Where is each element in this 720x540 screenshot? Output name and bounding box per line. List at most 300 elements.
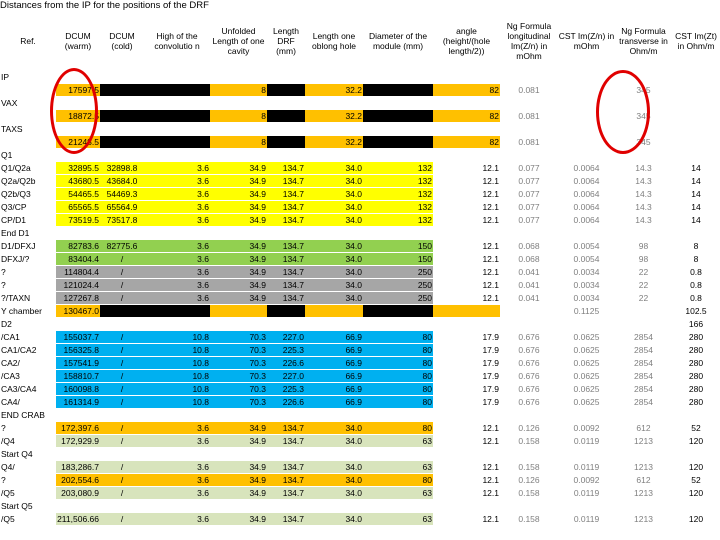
table-cell-warm: 183,286.7 bbox=[56, 461, 100, 474]
highlight-ellipse-ng-trans bbox=[596, 70, 650, 154]
table-cell-cold: / bbox=[100, 396, 144, 409]
table-cell-ref: Q1/Q2a bbox=[0, 162, 56, 175]
table-cell-warm: 172,929.9 bbox=[56, 435, 100, 448]
table-cell-cold bbox=[100, 305, 144, 318]
table-cell-obl: 32.2 bbox=[305, 110, 363, 123]
table-cell-high bbox=[144, 110, 210, 123]
table-cell-ngl: 0.158 bbox=[500, 513, 558, 526]
table-row bbox=[0, 279, 720, 292]
table-cell-len: 227.0 bbox=[267, 370, 305, 383]
table-cell-ngl: 0.676 bbox=[500, 383, 558, 396]
table-cell-high: 3.6 bbox=[144, 266, 210, 279]
table-cell-high: 3.6 bbox=[144, 188, 210, 201]
table-cell-unf: 8 bbox=[210, 136, 267, 149]
table-cell-ngl bbox=[500, 318, 558, 331]
table-cell-cstt: 52 bbox=[672, 474, 720, 487]
table-cell-obl bbox=[305, 409, 363, 422]
table-cell-warm: 203,080.9 bbox=[56, 487, 100, 500]
table-cell-cold: / bbox=[100, 357, 144, 370]
table-cell-ref: END CRAB bbox=[0, 409, 56, 422]
table-cell-ngt: 1213 bbox=[615, 513, 672, 526]
table-cell-warm: 73519.5 bbox=[56, 214, 100, 227]
table-cell-ang bbox=[433, 448, 500, 461]
table-cell-unf bbox=[210, 500, 267, 513]
table-cell-len: 134.7 bbox=[267, 162, 305, 175]
table-cell-cstl: 0.0064 bbox=[558, 201, 615, 214]
table-cell-high bbox=[144, 227, 210, 240]
table-cell-ang: 12.1 bbox=[433, 292, 500, 305]
table-cell-ang: 82 bbox=[433, 84, 500, 97]
table-row bbox=[0, 396, 720, 409]
table-cell-len: 134.7 bbox=[267, 292, 305, 305]
table-cell-cstl: 0.0092 bbox=[558, 422, 615, 435]
table-cell-cstt: 14 bbox=[672, 162, 720, 175]
table-cell-ang: 17.9 bbox=[433, 331, 500, 344]
table-cell-unf bbox=[210, 71, 267, 84]
table-cell-high: 3.6 bbox=[144, 279, 210, 292]
table-cell-len: 134.7 bbox=[267, 266, 305, 279]
table-cell-ngt bbox=[615, 448, 672, 461]
table-cell-cold: 73517.8 bbox=[100, 214, 144, 227]
table-cell-obl: 34.0 bbox=[305, 292, 363, 305]
table-cell-ngl: 0.041 bbox=[500, 292, 558, 305]
table-cell-ang bbox=[433, 71, 500, 84]
table-cell-ngl bbox=[500, 448, 558, 461]
table-cell-ang: 12.1 bbox=[433, 487, 500, 500]
table-cell-cold: / bbox=[100, 474, 144, 487]
table-cell-warm: 21248.5 bbox=[56, 136, 100, 149]
table-cell-ref: IP bbox=[0, 71, 56, 84]
table-cell-cold: / bbox=[100, 370, 144, 383]
sheet-title: Distances from the IP for the positions of the DRF bbox=[0, 0, 209, 11]
table-cell-cstl: 0.0625 bbox=[558, 344, 615, 357]
table-cell-warm bbox=[56, 318, 100, 331]
table-cell-dia: 80 bbox=[363, 383, 433, 396]
table-cell-dia: 150 bbox=[363, 240, 433, 253]
table-cell-high: 3.6 bbox=[144, 162, 210, 175]
table-cell-obl bbox=[305, 318, 363, 331]
table-cell-ref: CA3/CA4 bbox=[0, 383, 56, 396]
table-cell-cold: / bbox=[100, 422, 144, 435]
table-row bbox=[0, 188, 720, 201]
table-cell-ngt: 98 bbox=[615, 240, 672, 253]
table-cell-unf: 70.3 bbox=[210, 357, 267, 370]
table-cell-ngt: 345 bbox=[615, 84, 672, 97]
table-cell-ang: 82 bbox=[433, 110, 500, 123]
table-cell-warm: 160098.8 bbox=[56, 383, 100, 396]
table-cell-ngt: 14.3 bbox=[615, 201, 672, 214]
table-cell-ngt bbox=[615, 318, 672, 331]
table-cell-obl: 34.0 bbox=[305, 175, 363, 188]
table-row bbox=[0, 461, 720, 474]
table-cell-len: 227.0 bbox=[267, 331, 305, 344]
table-cell-ang: 12.1 bbox=[433, 474, 500, 487]
table-row bbox=[0, 227, 720, 240]
table-cell-cold: 65564.9 bbox=[100, 201, 144, 214]
table-cell-dia: 80 bbox=[363, 357, 433, 370]
table-cell-warm: 202,554.6 bbox=[56, 474, 100, 487]
table-cell-dia bbox=[363, 500, 433, 513]
table-cell-cstt bbox=[672, 448, 720, 461]
table-cell-len bbox=[267, 318, 305, 331]
table-cell-len: 225.3 bbox=[267, 383, 305, 396]
table-cell-ngl: 0.068 bbox=[500, 240, 558, 253]
table-cell-ang: 12.1 bbox=[433, 240, 500, 253]
table-cell-cold bbox=[100, 123, 144, 136]
table-cell-ang: 12.1 bbox=[433, 175, 500, 188]
table-cell-ngt: 1213 bbox=[615, 487, 672, 500]
table-row bbox=[0, 383, 720, 396]
table-cell-warm bbox=[56, 448, 100, 461]
table-cell-high bbox=[144, 500, 210, 513]
table-cell-cstt: 280 bbox=[672, 357, 720, 370]
table-cell-ngl bbox=[500, 149, 558, 162]
table-cell-unf bbox=[210, 123, 267, 136]
table-cell-ref: Q2b/Q3 bbox=[0, 188, 56, 201]
table-cell-obl: 32.2 bbox=[305, 84, 363, 97]
table-cell-ref: DFXJ/? bbox=[0, 253, 56, 266]
table-cell-len bbox=[267, 305, 305, 318]
table-cell-len bbox=[267, 448, 305, 461]
table-cell-ngt bbox=[615, 500, 672, 513]
table-cell-ngl: 0.158 bbox=[500, 435, 558, 448]
table-cell-high: 10.8 bbox=[144, 357, 210, 370]
table-cell-unf: 34.9 bbox=[210, 422, 267, 435]
table-cell-cold: 43684.0 bbox=[100, 175, 144, 188]
table-cell-cold: / bbox=[100, 435, 144, 448]
table-cell-ngt: 612 bbox=[615, 422, 672, 435]
table-cell-cstt: 102.5 bbox=[672, 305, 720, 318]
table-row bbox=[0, 487, 720, 500]
highlight-ellipse-dcum bbox=[50, 68, 98, 154]
col-header-dcum-cold: DCUM (cold) bbox=[109, 31, 135, 51]
table-cell-high: 10.8 bbox=[144, 331, 210, 344]
table-cell-cold: / bbox=[100, 279, 144, 292]
col-header-ng-trans: Ng Formula transverse in Ohm/m bbox=[619, 26, 668, 56]
table-cell-warm bbox=[56, 227, 100, 240]
table-cell-dia bbox=[363, 84, 433, 97]
table-cell-warm: 121024.4 bbox=[56, 279, 100, 292]
table-cell-len bbox=[267, 71, 305, 84]
table-cell-ang: 12.1 bbox=[433, 435, 500, 448]
header-row bbox=[0, 12, 720, 71]
table-cell-len: 134.7 bbox=[267, 279, 305, 292]
table-row bbox=[0, 409, 720, 422]
table-cell-high: 10.8 bbox=[144, 396, 210, 409]
table-cell-ang: 17.9 bbox=[433, 370, 500, 383]
table-cell-cold: / bbox=[100, 266, 144, 279]
table-cell-cstt bbox=[672, 136, 720, 149]
table-cell-ref: TAXS bbox=[0, 123, 56, 136]
table-cell-obl: 66.9 bbox=[305, 331, 363, 344]
table-cell-cstl: 0.0625 bbox=[558, 370, 615, 383]
table-cell-dia: 80 bbox=[363, 422, 433, 435]
table-cell-cstt: 0.8 bbox=[672, 279, 720, 292]
table-cell-warm: 18872.5 bbox=[56, 110, 100, 123]
table-cell-cstl: 0.0034 bbox=[558, 279, 615, 292]
table-cell-ang bbox=[433, 409, 500, 422]
table-cell-high bbox=[144, 409, 210, 422]
table-cell-high: 3.6 bbox=[144, 214, 210, 227]
table-cell-obl: 34.0 bbox=[305, 422, 363, 435]
table-cell-cstt: 14 bbox=[672, 214, 720, 227]
table-cell-ngl: 0.158 bbox=[500, 461, 558, 474]
table-cell-cstt bbox=[672, 227, 720, 240]
table-cell-unf bbox=[210, 448, 267, 461]
col-header-dcum-warm: DCUM (warm) bbox=[64, 31, 92, 51]
table-cell-cstl: 0.0034 bbox=[558, 266, 615, 279]
table-cell-cstt: 120 bbox=[672, 513, 720, 526]
table-row bbox=[0, 331, 720, 344]
table-cell-cold bbox=[100, 136, 144, 149]
table-row bbox=[0, 513, 720, 526]
table-cell-ngl bbox=[500, 123, 558, 136]
table-cell-cstt: 8 bbox=[672, 253, 720, 266]
table-cell-warm: 54465.5 bbox=[56, 188, 100, 201]
table-cell-cstl: 0.0625 bbox=[558, 383, 615, 396]
table-row bbox=[0, 318, 720, 331]
table-cell-dia bbox=[363, 409, 433, 422]
table-cell-warm bbox=[56, 500, 100, 513]
table-cell-ngl: 0.081 bbox=[500, 136, 558, 149]
table-cell-obl: 34.0 bbox=[305, 188, 363, 201]
table-cell-ref bbox=[0, 110, 56, 123]
table-cell-ngl: 0.158 bbox=[500, 487, 558, 500]
table-cell-cold bbox=[100, 500, 144, 513]
table-cell-unf: 34.9 bbox=[210, 214, 267, 227]
table-cell-unf: 34.9 bbox=[210, 266, 267, 279]
table-row bbox=[0, 292, 720, 305]
table-cell-unf: 70.3 bbox=[210, 383, 267, 396]
table-cell-cold bbox=[100, 97, 144, 110]
table-cell-high bbox=[144, 448, 210, 461]
table-cell-obl: 32.2 bbox=[305, 136, 363, 149]
table-cell-len: 134.7 bbox=[267, 461, 305, 474]
table-cell-dia: 63 bbox=[363, 487, 433, 500]
table-cell-unf: 34.9 bbox=[210, 279, 267, 292]
table-cell-warm: 211,506.66 bbox=[57, 514, 99, 524]
table-cell-cstl: 0.1125 bbox=[558, 305, 615, 318]
table-cell-len bbox=[267, 97, 305, 110]
table-cell-cold: 82775.6 bbox=[100, 240, 144, 253]
table-row bbox=[0, 253, 720, 266]
table-cell-cold: / bbox=[100, 383, 144, 396]
table-cell-len bbox=[267, 500, 305, 513]
table-cell-dia: 80 bbox=[363, 331, 433, 344]
table-cell-ngt bbox=[615, 227, 672, 240]
table-cell-dia: 150 bbox=[363, 253, 433, 266]
table-cell-unf: 34.9 bbox=[210, 292, 267, 305]
table-cell-unf: 70.3 bbox=[210, 396, 267, 409]
table-cell-cstt: 52 bbox=[672, 422, 720, 435]
table-cell-cstl: 0.0092 bbox=[558, 474, 615, 487]
table-cell-ngl: 0.077 bbox=[500, 162, 558, 175]
table-cell-obl: 66.9 bbox=[305, 383, 363, 396]
col-header-unfolded: Unfolded Length of one cavity bbox=[212, 26, 265, 56]
table-cell-cstl: 0.0064 bbox=[558, 188, 615, 201]
table-cell-cold bbox=[100, 110, 144, 123]
table-cell-ang: 82 bbox=[433, 136, 500, 149]
table-cell-ang: 17.9 bbox=[433, 357, 500, 370]
table-cell-ref: Q4/ bbox=[0, 461, 56, 474]
table-cell-cstt bbox=[672, 123, 720, 136]
table-cell-len bbox=[267, 409, 305, 422]
table-cell-obl: 34.0 bbox=[305, 279, 363, 292]
table-cell-obl: 34.0 bbox=[305, 201, 363, 214]
table-cell-cstt bbox=[672, 409, 720, 422]
table-cell-obl: 34.0 bbox=[305, 253, 363, 266]
table-cell-cstl: 0.0119 bbox=[558, 461, 615, 474]
table-cell-ngl: 0.081 bbox=[500, 110, 558, 123]
table-cell-obl: 66.9 bbox=[305, 370, 363, 383]
table-cell-len: 226.6 bbox=[267, 357, 305, 370]
table-cell-unf bbox=[210, 97, 267, 110]
table-cell-cstt: 120 bbox=[672, 435, 720, 448]
table-cell-ref: CA2/ bbox=[0, 357, 56, 370]
table-cell-ngl: 0.077 bbox=[500, 201, 558, 214]
table-cell-obl bbox=[305, 123, 363, 136]
table-cell-ngt bbox=[615, 305, 672, 318]
table-cell-warm: 157541.9 bbox=[56, 357, 100, 370]
table-cell-ngl bbox=[500, 97, 558, 110]
table-cell-unf bbox=[210, 227, 267, 240]
table-cell-ngt: 2854 bbox=[615, 383, 672, 396]
table-cell-ang bbox=[433, 318, 500, 331]
table-cell-cstl: 0.0064 bbox=[558, 214, 615, 227]
table-cell-ang bbox=[433, 305, 500, 318]
table-cell-high: 3.6 bbox=[144, 487, 210, 500]
table-cell-ref: /Q5 bbox=[0, 513, 56, 526]
table-cell-unf bbox=[210, 149, 267, 162]
table-cell-cold bbox=[100, 71, 144, 84]
table-cell-high: 10.8 bbox=[144, 370, 210, 383]
table-cell-obl: 34.0 bbox=[305, 435, 363, 448]
table-cell-cstl bbox=[558, 318, 615, 331]
table-cell-cold: / bbox=[100, 331, 144, 344]
table-cell-ngl: 0.676 bbox=[500, 370, 558, 383]
table-cell-len: 134.7 bbox=[267, 201, 305, 214]
table-cell-cstl: 0.0625 bbox=[558, 357, 615, 370]
col-header-diameter: Diameter of the module (mm) bbox=[368, 31, 428, 51]
table-cell-cstt: 280 bbox=[672, 331, 720, 344]
table-cell-ang: 12.1 bbox=[433, 279, 500, 292]
table-row bbox=[0, 357, 720, 370]
table-cell-obl: 66.9 bbox=[305, 357, 363, 370]
table-cell-high: 3.6 bbox=[144, 422, 210, 435]
table-cell-ang bbox=[433, 97, 500, 110]
table-cell-ngl: 0.676 bbox=[500, 344, 558, 357]
table-cell-len: 134.7 bbox=[267, 175, 305, 188]
table-cell-ang: 12.1 bbox=[433, 188, 500, 201]
table-cell-unf: 34.9 bbox=[210, 162, 267, 175]
table-cell-high: 3.6 bbox=[144, 175, 210, 188]
table-cell-ref bbox=[0, 84, 56, 97]
table-cell-dia: 63 bbox=[363, 513, 433, 526]
table-cell-unf: 34.9 bbox=[210, 201, 267, 214]
table-cell-cstt: 280 bbox=[672, 396, 720, 409]
table-cell-ang bbox=[433, 500, 500, 513]
table-cell-ngl: 0.676 bbox=[500, 396, 558, 409]
table-cell-ang: 12.1 bbox=[433, 253, 500, 266]
table-cell-ngt: 22 bbox=[615, 266, 672, 279]
table-cell-cstt bbox=[672, 84, 720, 97]
table-row bbox=[0, 305, 720, 318]
table-cell-cstt: 14 bbox=[672, 201, 720, 214]
table-cell-ref: D1/DFXJ bbox=[0, 240, 56, 253]
table-cell-dia: 132 bbox=[363, 162, 433, 175]
table-cell-obl bbox=[305, 71, 363, 84]
col-header-oblong: Length one oblong hole bbox=[312, 31, 356, 51]
table-cell-high: 3.6 bbox=[144, 201, 210, 214]
table-cell-ref: Y chamber bbox=[0, 305, 56, 318]
table-cell-dia bbox=[363, 149, 433, 162]
table-cell-ref: /Q5 bbox=[0, 487, 56, 500]
table-cell-dia bbox=[363, 110, 433, 123]
table-cell-unf: 8 bbox=[210, 84, 267, 97]
table-cell-ref: D2 bbox=[0, 318, 56, 331]
table-cell-len bbox=[267, 123, 305, 136]
table-cell-len bbox=[267, 227, 305, 240]
table-cell-unf: 34.9 bbox=[210, 513, 267, 526]
table-cell-len: 134.7 bbox=[267, 422, 305, 435]
table-cell-len: 134.7 bbox=[267, 487, 305, 500]
table-cell-unf: 70.3 bbox=[210, 331, 267, 344]
table-cell-obl: 34.0 bbox=[305, 266, 363, 279]
table-cell-warm: 43680.5 bbox=[56, 175, 100, 188]
table-row bbox=[0, 370, 720, 383]
table-cell-warm: 158810.7 bbox=[56, 370, 100, 383]
table-cell-len: 134.7 bbox=[267, 513, 305, 526]
table-cell-cstl: 0.0054 bbox=[558, 240, 615, 253]
table-cell-ang: 12.1 bbox=[433, 461, 500, 474]
table-cell-ref: Q2a/Q2b bbox=[0, 175, 56, 188]
table-cell-obl bbox=[305, 227, 363, 240]
table-cell-warm bbox=[56, 409, 100, 422]
table-cell-cstt: 280 bbox=[672, 383, 720, 396]
table-cell-cstt bbox=[672, 149, 720, 162]
table-cell-high bbox=[144, 123, 210, 136]
table-cell-dia bbox=[363, 123, 433, 136]
table-cell-cold bbox=[100, 227, 144, 240]
table-cell-len bbox=[267, 149, 305, 162]
table-cell-cstl: 0.0064 bbox=[558, 175, 615, 188]
table-cell-ngt: 22 bbox=[615, 292, 672, 305]
table-cell-ngt: 1213 bbox=[615, 461, 672, 474]
table-cell-obl: 66.9 bbox=[305, 396, 363, 409]
table-cell-ngl: 0.081 bbox=[500, 84, 558, 97]
table-cell-unf: 70.3 bbox=[210, 344, 267, 357]
table-cell-ngl: 0.126 bbox=[500, 474, 558, 487]
table-cell-obl bbox=[305, 149, 363, 162]
table-cell-ref: ? bbox=[0, 474, 56, 487]
table-row bbox=[0, 474, 720, 487]
table-cell-cstl bbox=[558, 409, 615, 422]
table-cell-ngt: 14.3 bbox=[615, 188, 672, 201]
table-cell-dia bbox=[363, 318, 433, 331]
table-cell-cstt: 280 bbox=[672, 370, 720, 383]
col-header-high: High of the convolutio n bbox=[154, 31, 200, 51]
table-cell-cstl bbox=[558, 448, 615, 461]
table-cell-ngt bbox=[615, 409, 672, 422]
table-cell-cold: / bbox=[100, 487, 144, 500]
table-cell-obl bbox=[305, 500, 363, 513]
table-cell-ang: 17.9 bbox=[433, 396, 500, 409]
table-cell-cold bbox=[100, 409, 144, 422]
table-cell-warm: 32895.5 bbox=[56, 162, 100, 175]
table-cell-ref: ? bbox=[0, 422, 56, 435]
table-cell-high bbox=[144, 71, 210, 84]
table-cell-ngl: 0.077 bbox=[500, 175, 558, 188]
